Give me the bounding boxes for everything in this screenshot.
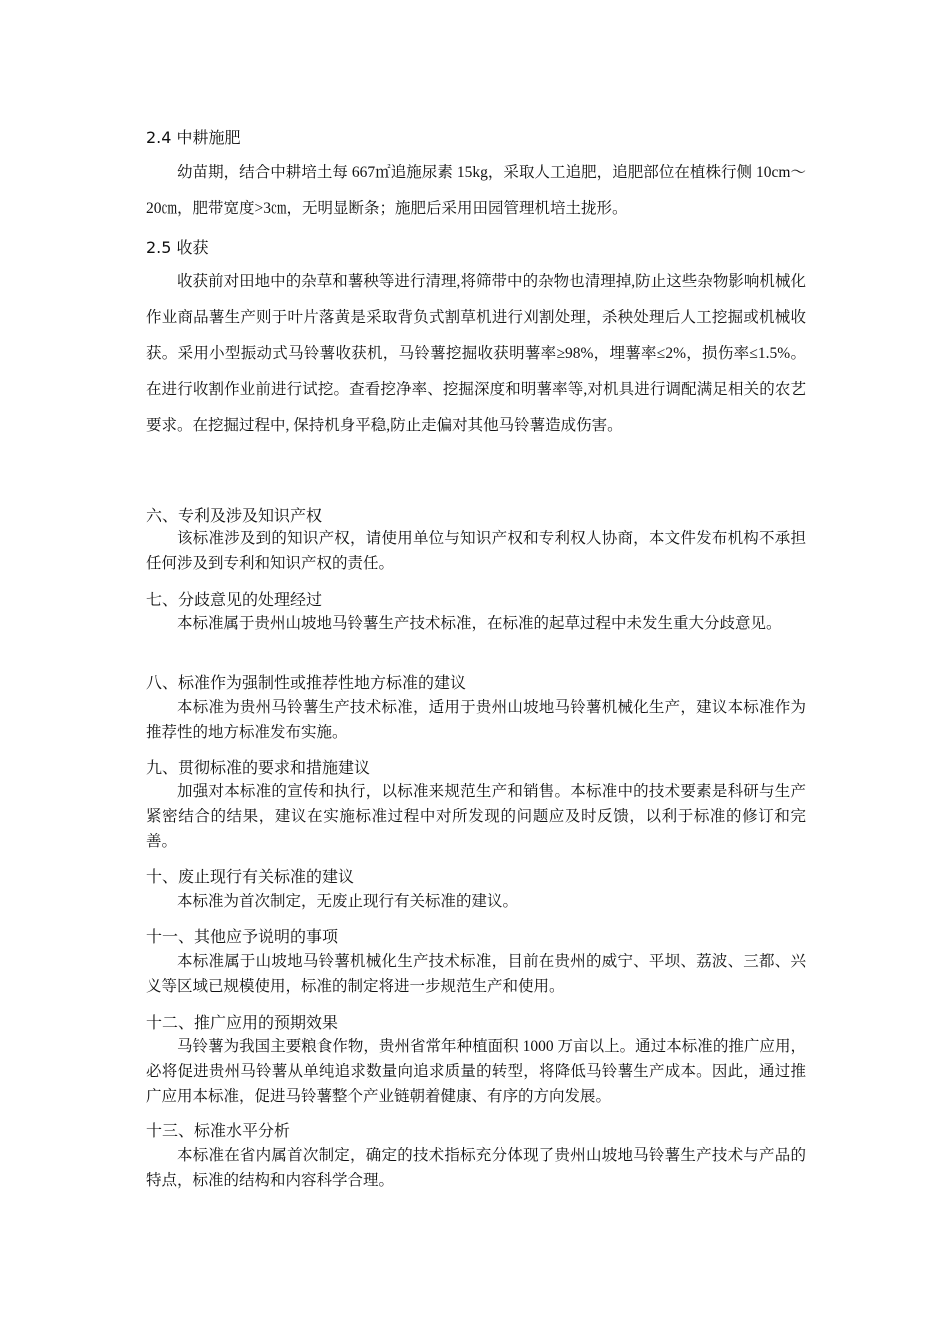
- section-body-12: 马铃薯为我国主要粮食作物，贵州省常年种植面积 1000 万亩以上。通过本标准的推广应用，必将促进贵州马铃薯从单纯追求数量向追求质量的转型，将降低马铃薯生产成本。因此，通过推广应用本标准，促进马铃薯整个产业链朝着健康、有序的方向发展。: [146, 1038, 806, 1105]
- section-body-8: 本标准为贵州马铃薯生产技术标准，适用于贵州山坡地马铃薯机械化生产，建议本标准作为推荐性的地方标准发布实施。: [146, 699, 806, 741]
- section-body-6: 该标准涉及到的知识产权，请使用单位与知识产权和专利权人协商，本文件发布机构不承担任何涉及到专利和知识产权的责任。: [146, 530, 806, 572]
- section-heading-2-4: 2.4 中耕施肥: [146, 128, 241, 147]
- section-heading-13: 十三、标准水平分析: [146, 1121, 291, 1140]
- section-body-2-4: 幼苗期，结合中耕培土每 667㎡追施尿素 15kg，采取人工追肥，追肥部位在植株行侧 10cm～20㎝，肥带宽度>3㎝，无明显断条；施肥后采用田园管理机培土拢形。: [146, 164, 806, 217]
- section-heading-12: 十二、推广应用的预期效果: [146, 1013, 339, 1032]
- section-body-11: 本标准属于山坡地马铃薯机械化生产技术标准，目前在贵州的威宁、平坝、荔波、三都、兴义等区域已规模使用，标准的制定将进一步规范生产和使用。: [146, 953, 806, 995]
- section-heading-7: 七、分歧意见的处理经过: [146, 590, 323, 609]
- section-heading-10: 十、废止现行有关标准的建议: [146, 867, 355, 886]
- section-heading-8: 八、标准作为强制性或推荐性地方标准的建议: [146, 673, 467, 692]
- section-body-7: 本标准属于贵州山坡地马铃薯生产技术标准，在标准的起草过程中未发生重大分歧意见。: [177, 615, 782, 632]
- section-heading-2-5: 2.5 收获: [146, 238, 209, 257]
- section-body-10: 本标准为首次制定，无废止现行有关标准的建议。: [177, 893, 519, 910]
- section-heading-9: 九、贯彻标准的要求和措施建议: [146, 758, 371, 777]
- section-body-13: 本标准在省内属首次制定，确定的技术指标充分体现了贵州山坡地马铃薯生产技术与产品的特点，标准的结构和内容科学合理。: [146, 1147, 806, 1189]
- section-heading-11: 十一、其他应予说明的事项: [146, 927, 339, 946]
- section-body-9: 加强对本标准的宣传和执行，以标准来规范生产和销售。本标准中的技术要素是科研与生产紧密结合的结果，建议在实施标准过程中对所发现的问题应及时反馈，以利于标准的修订和完善。: [146, 783, 806, 850]
- section-heading-6: 六、专利及涉及知识产权: [146, 506, 323, 525]
- section-body-2-5: 收获前对田地中的杂草和薯秧等进行清理,将筛带中的杂物也清理掉,防止这些杂物影响机械化作业商品薯生产则于叶片落黄是采取背负式割草机进行刈割处理，杀秧处理后人工挖掘或机械收获。采用小型振动式马铃薯收获机，马铃薯挖掘收获明薯率≥98%，埋薯率≤2%，损伤率≤1.5%。在进行收割作业前进行试挖。查看挖净率、挖掘深度和明薯率等,对机具进行调配满足相关的农艺要求。在挖掘过程中, 保持机身平稳,防止走偏对其他马铃薯造成伤害。: [146, 273, 806, 434]
